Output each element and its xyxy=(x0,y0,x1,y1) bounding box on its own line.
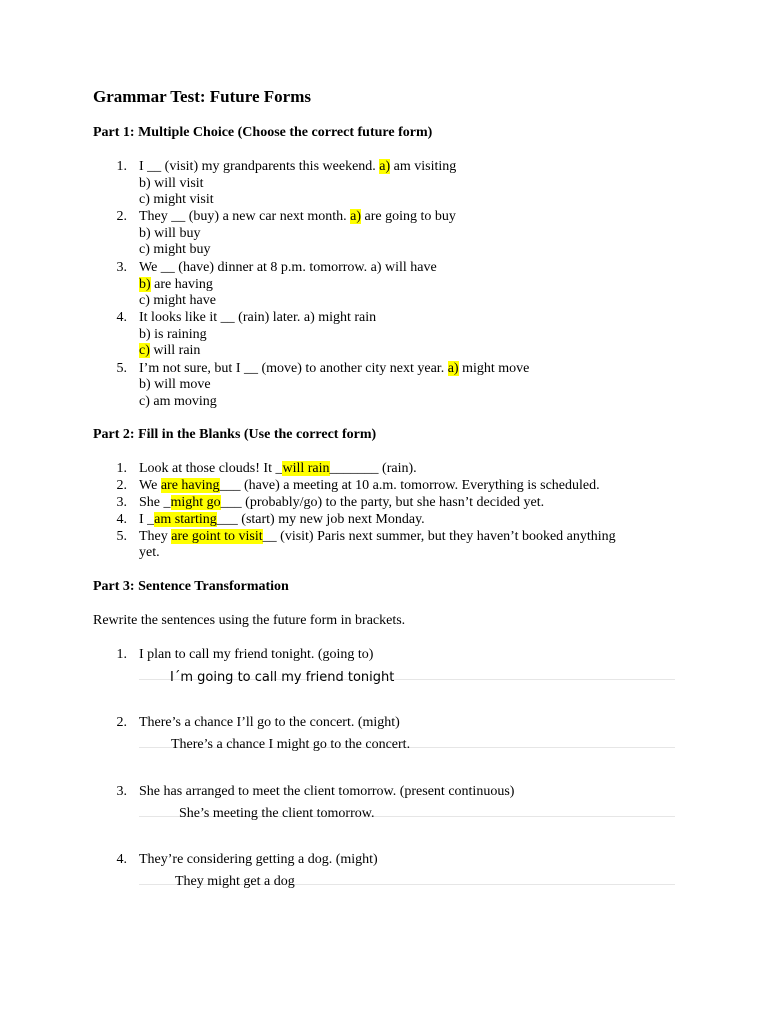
fill-blank-sentence xyxy=(139,494,544,511)
highlighted-answer: will rain xyxy=(282,461,330,476)
transformation-prompt: There’s a chance I’ll go to the concert. (might) xyxy=(139,715,400,730)
list-number: 3. xyxy=(116,495,127,510)
question-stem: We __ (have) dinner at 8 p.m. tomorrow. a) will have xyxy=(139,260,437,275)
option-b: b) is raining xyxy=(139,327,207,342)
list-number: 2. xyxy=(116,715,127,730)
sentence-continuation: yet. xyxy=(139,545,160,560)
fill-blank-sentence xyxy=(139,477,600,494)
option-c: c) am moving xyxy=(139,394,217,409)
part1-heading: Part 1: Multiple Choice (Choose the correct future form) xyxy=(93,125,433,140)
sentence-text: ___ (probably/go) to the party, but she hasn’t decided yet. xyxy=(220,495,545,510)
part3-instruction: Rewrite the sentences using the future form in brackets. xyxy=(93,613,406,628)
list-number: 3. xyxy=(116,784,127,799)
sentence-text: She _ xyxy=(139,495,171,510)
sentence-text: _______ (rain). xyxy=(329,461,417,476)
part3-heading: Part 3: Sentence Transformation xyxy=(93,579,289,594)
question-stem: It looks like it __ (rain) later. a) might rain xyxy=(139,310,377,325)
sentence-text: Look at those clouds! It _ xyxy=(139,461,283,476)
list-number: 1. xyxy=(116,461,127,476)
question-stem xyxy=(139,158,456,175)
sentence-text: __ (visit) Paris next summer, but they haven’t booked anything xyxy=(262,529,616,544)
sentence-text: ___ (start) my new job next Monday. xyxy=(216,512,425,527)
fill-blank-sentence xyxy=(139,511,425,528)
option-c xyxy=(139,342,200,359)
highlighted-answer: b) xyxy=(139,277,151,292)
option-text: might move xyxy=(458,361,530,376)
option-b: b) will buy xyxy=(139,226,201,241)
list-number: 4. xyxy=(116,852,127,867)
list-number: 5. xyxy=(116,529,127,544)
list-number: 2. xyxy=(116,209,127,224)
list-number: 1. xyxy=(116,647,127,662)
written-answer: They might get a dog xyxy=(175,874,295,889)
highlighted-answer: am starting xyxy=(154,512,217,527)
list-number: 3. xyxy=(116,260,127,275)
sentence-text: I _ xyxy=(139,512,155,527)
stem-text: I’m not sure, but I __ (move) to another city next year. xyxy=(139,361,448,376)
written-answer: She’s meeting the client tomorrow. xyxy=(179,806,375,821)
option-c: c) might buy xyxy=(139,242,211,257)
sentence-text: ___ (have) a meeting at 10 a.m. tomorrow. Everything is scheduled. xyxy=(219,478,600,493)
list-number: 1. xyxy=(116,159,127,174)
transformation-prompt: They’re considering getting a dog. (might) xyxy=(139,852,378,867)
stem-text: They __ (buy) a new car next month. xyxy=(139,209,351,224)
highlighted-answer: a) xyxy=(379,159,391,174)
option-text: are having xyxy=(150,277,213,292)
written-answer: There’s a chance I might go to the concert. xyxy=(171,737,411,752)
option-c: c) might have xyxy=(139,293,216,308)
highlighted-answer: a) xyxy=(350,209,361,224)
written-answer: I´m going to call my friend tonight xyxy=(170,670,395,685)
option-b: b) will visit xyxy=(139,176,204,191)
highlighted-answer: are goint to visit xyxy=(171,529,263,544)
fill-blank-sentence xyxy=(139,460,417,477)
highlighted-answer: a) xyxy=(447,361,459,376)
option-text: am visiting xyxy=(390,159,457,174)
question-stem xyxy=(139,208,456,225)
list-number: 5. xyxy=(116,361,127,376)
highlighted-answer: are having xyxy=(160,478,220,493)
page-title: Grammar Test: Future Forms xyxy=(93,87,311,106)
highlighted-answer: might go xyxy=(170,495,221,510)
transformation-prompt: I plan to call my friend tonight. (going to) xyxy=(139,647,374,662)
option-c: c) might visit xyxy=(139,192,214,207)
stem-text: I __ (visit) my grandparents this weekend. xyxy=(139,159,380,174)
transformation-prompt: She has arranged to meet the client tomorrow. (present continuous) xyxy=(139,784,515,799)
list-number: 2. xyxy=(116,478,127,493)
option-b xyxy=(139,276,213,293)
option-text: will rain xyxy=(149,343,201,358)
part2-heading: Part 2: Fill in the Blanks (Use the correct form) xyxy=(93,427,377,442)
list-number: 4. xyxy=(116,512,127,527)
highlighted-answer: c) xyxy=(139,343,150,358)
option-text: are going to buy xyxy=(361,209,456,224)
question-stem xyxy=(139,360,529,377)
list-number: 4. xyxy=(116,310,127,325)
sentence-text: They xyxy=(139,529,172,544)
sentence-text: We xyxy=(139,478,161,493)
fill-blank-sentence xyxy=(139,528,616,545)
option-b: b) will move xyxy=(139,377,211,392)
